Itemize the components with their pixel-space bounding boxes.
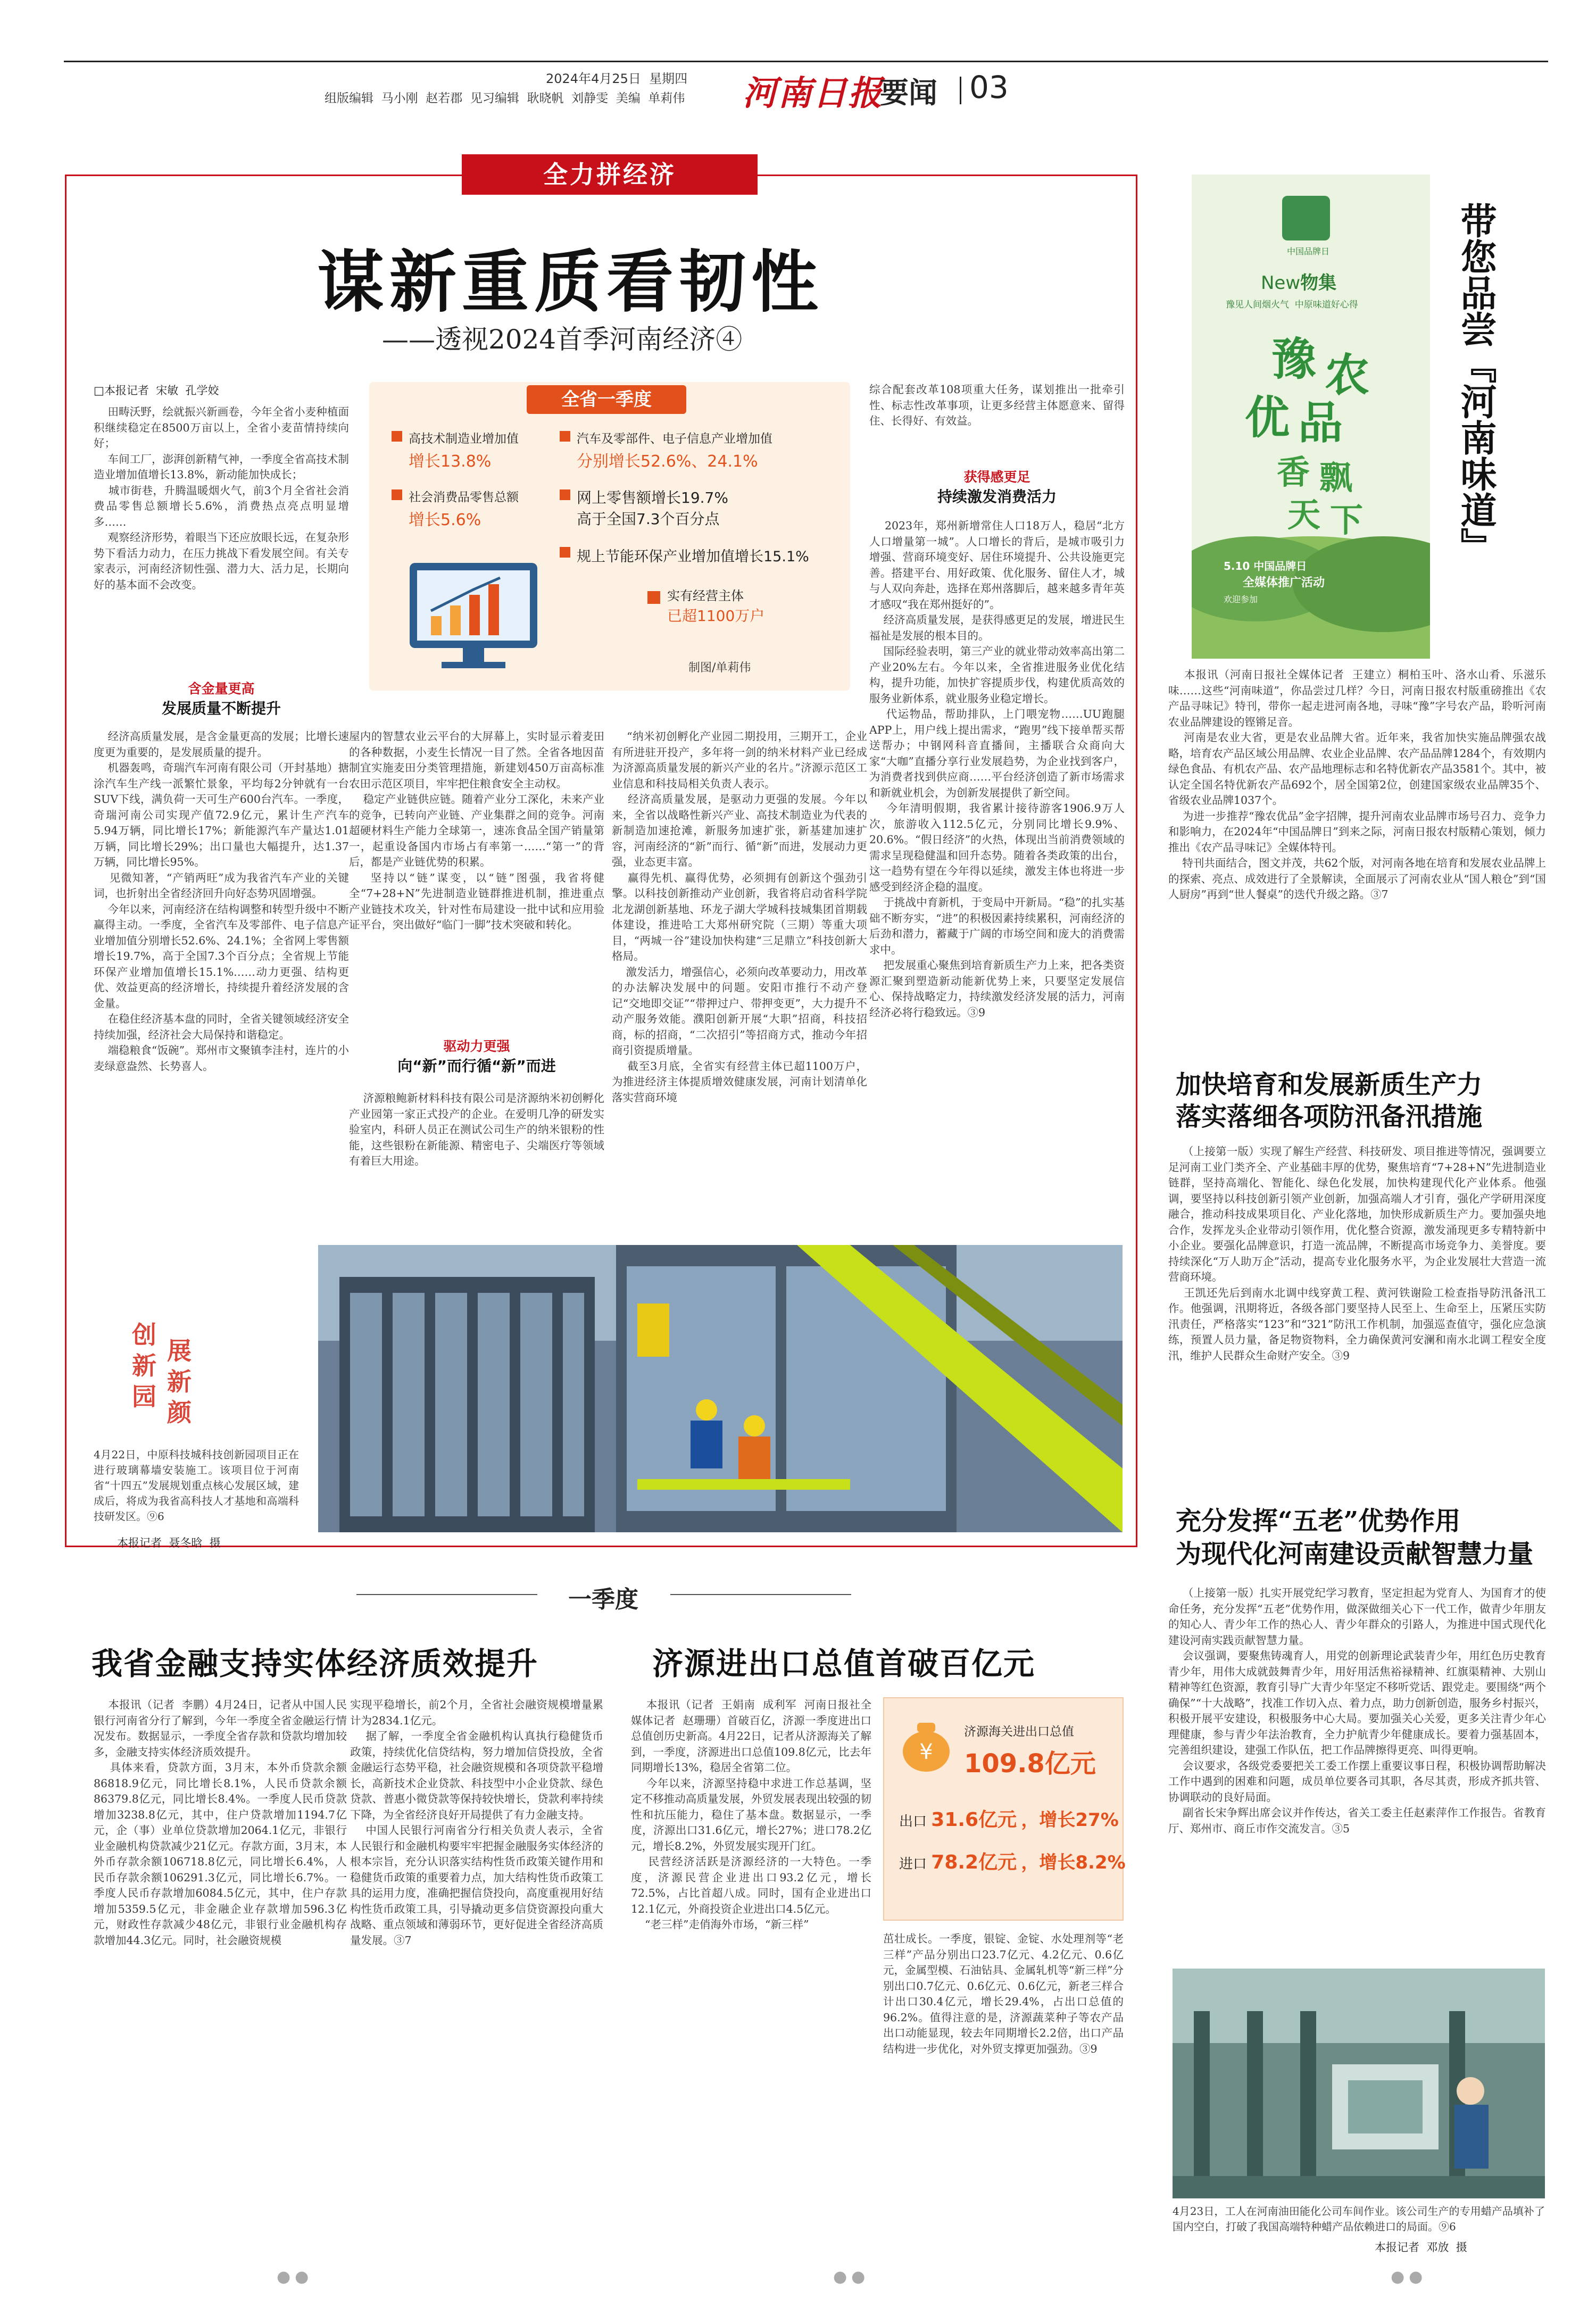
footer-dots-right: ●●	[1391, 2268, 1427, 2286]
lead-column-1b: 经济高质量发展，是含金量更高的发展；比增长速度更为重要的，是发展质量的提升。 机器轰鸣，奇瑞汽车河南有限公司（开封基地）搪涂汽车生产线一派繁忙景象，平均每2分钟就有一台SUV下线，满负荷一天可生产600台汽车。一季度，奇瑞河南公司实现产值72.9亿元，累计生产汽车5.94万辆，同比增长17%；新能源汽车产量达1.01万辆，同比增长29%；出口量也大幅提升，达1.37万辆，同比增长95%。 见微知著，“产销两旺”成为我省汽车产业的关键词，也折射出全省经济回升向好态势巩固增强。 今年以来，河南经济在结构调整和转型升级中不断赢得主动。一季度，全省汽车及零部件、电子信息产业增加值分别增长52.6%、24.1%；全省网上零售额增长19.7%，高于全国7.3个百分点；全省规上节能环保产业增加值增长15.1%……动力更强、结构更优、效益更高的经济增长，持续提升着经济发展的含金量。 在稳住经济基本盘的同时，全省关键领域经济安全持续加强，经济社会大局保持和谐稳定。 端稳粮食“饭碗”。郑州市文聚镇李洼村，连片的小麦绿意盎然、长势喜人。	[94, 730, 349, 1073]
ad-event: 5.10 中国品牌日	[1224, 560, 1307, 572]
infographic	[369, 382, 850, 691]
fiveold-headline-1: 充分发挥“五老”优势作用	[1176, 1506, 1461, 1536]
info-item-2: 增长13.8%	[409, 452, 492, 471]
trade-headline: 济源进出口总值首破百亿元	[652, 1646, 1036, 1682]
info-item-3: 汽车及零部件、电子信息产业增加值	[577, 432, 772, 446]
infographic-credit: 制图/单莉伟	[688, 661, 751, 675]
info-item-4: 分别增长52.6%、24.1%	[577, 452, 758, 471]
lead-byline: □本报记者 宋敏 孔学姣	[94, 384, 219, 397]
lead-column-4b: 2023年，郑州新增常住人口18万人，稳居“北方人口增量第一城”。人口增长的背后，是城市吸引力增强、营商环境变好、居住环境提升、公共设施更完善。搭建平台、用好政策、优化服务、留住人才，城与人双向奔赴，选择在郑州落脚后，越来越多青年英才感叹“我在郑州挺好的”。 经济高质量发展，是获得感更足的发展，增进民生福祉是发展的根本目的。 国际经验表明，第三产业的就业带动效率高出第二产业20%左右。今年以来，全省推进服务业优化结构，提升功能，加快扩容提质步伐，构建优质高效的服务业新体系，就业服务业稳定增长。 代运物品，帮助排队，上门喂宠物……UU跑腿APP上，用户线上提出需求，“跑男”线下接单帮买帮送帮办；中钢网科音直播间，主播联合众商向大家“大咖”直播分享行业发展趋势，为企业找到客户，为消费者找到供应商……平台经济创造了新市场需求和新就业机会，为创新发展提供了新空间。 今年清明假期，我省累计接待游客1906.9万人次，旅游收入112.5亿元，分别同比增长9.9%、20.6%。“假日经济”的火热，体现出当前消费领域的需求呈现稳健温和回升态势。随着各类政策的出台，这一趋势有望在今年得以延续，激发主体也将进一步感受到经济企稳的温度。 于挑战中育新机，于变局中开新局。“稳”的扎实基础不断夯实，“进”的积极因素持续累积，河南经济的后劲和潜力，蓄藏于广阔的市场空间和庞大的消费需求中。 把发展重心聚焦到培育新质生产力上来，把各类资源汇聚到塑造新动能新优势上来，只要坚定发展信心、保持战略定力，持续激发经济发展的活力，河南经济必将行稳致远。③9	[869, 519, 1125, 1019]
quarter-rule-right	[670, 1594, 851, 1595]
subhead-3-red: 获得感更足	[963, 469, 1030, 485]
lead-column-2b: 济源粮鲍新材料科技有限公司是济源纳米初创孵化产业园第一家正式投产的企业。在爱明几净的研发实验室内，科研人员正在测试公司生产的纳米银粉的性能，这些银粉在新能源、精密电子、尖端医疗等领域有着巨大用途。	[349, 1092, 604, 1167]
ad-char-8: 下	[1330, 501, 1364, 539]
import-growth: ，增长8.2%	[1021, 1852, 1126, 1873]
subhead-3-black: 持续激发消费活力	[937, 488, 1057, 505]
leaf-icon	[559, 546, 571, 559]
newspaper-logo: 河南日报	[743, 73, 883, 113]
ad-char-4: 品	[1298, 397, 1343, 449]
fiveold-column: （上接第一版）扎实开展党纪学习教育，坚定担起为党育人、为国育才的使命任务，充分发挥“五老”优势作用，做深做细关心下一代工作，做青少年朋友的知心人、青少年工作的热心人、青少年群众的引路人，为推进中国式现代化建设河南实践贡献智慧力量。 会议强调，要聚焦铸魂育人，用党的创新理论武装青少年，用红色历史教育青少年，用伟大成就鼓舞青少年，用好用活焦裕禄精神、红旗渠精神、大别山精神等红色资源，教育引导广大青少年坚定不移听党话、跟党走。要围绕“两个确保”“十大战略”，找准工作切入点、着力点，助力创新创造，服务乡村振兴，积极开展平安建设，积极服务中心大局。要加强关心关爱，更多关注青少年心理健康，参与青少年法治教育，全力护航青少年健康成长。要着力强基固本，完善组织建设，建强工作队伍，把工作品牌擦得更亮、叫得更响。 会议要求，各级党委要把关工委工作摆上重要议事日程，积极协调帮助解决工作中遇到的困难和问题，成员单位要各司其职，各尽其责，形成齐抓共管、协调联动的良好局面。 副省长宋争辉出席会议并作传达，省关工委主任赵素萍作工作报告。省教育厅、郑州市、商丘市作交流发言。③5	[1168, 1587, 1546, 1835]
import-label: 进口	[899, 1856, 927, 1872]
top-rule	[64, 61, 1548, 62]
ad-side-title: 带您品尝『河南味道』	[1454, 202, 1497, 564]
lead-subhead-2	[349, 1037, 604, 1077]
lead-subhead-1	[94, 680, 349, 719]
monitor-illustration	[399, 552, 559, 680]
cart-icon	[390, 488, 403, 501]
quarter-rule-left	[356, 1594, 537, 1595]
ad-poster	[1192, 175, 1430, 659]
finance-column-2: 实现平稳增长，前2个月，全省社会融资规模增量累计为2834.1亿元。 据了解，一季度全省金融机构认真执行稳健货币政策，持续优化信贷结构，努力增加信贷投放，全省金融运行态势平稳，社会融资规模和各项贷款平稳增长，高新技术企业贷款、科技型中小企业贷款、绿色贷款、普惠小微贷款等保持较快增长，贷款利率持续下降，为全省经济良好开局提供了有力金融支持。 中国人民银行河南省分行相关负责人表示，全省人民银行和金融机构要牢牢把握金融服务实体经济的根本宗旨，充分认识落实结构性货币政策关键作用和稳健货币政策的重要着力点，加大结构性货币政策工具的运用力度，准确把握信贷投向，高度重视用好结构性货币政策工具，引导撬动更多信贷资源投向重大战略、重点领域和薄弱环节，更好促进全省经济高质量发展。③7	[350, 1698, 603, 1947]
construction-photo	[318, 1245, 1123, 1532]
ad-char-3: 优	[1245, 392, 1290, 444]
import-value: 78.2亿元	[931, 1852, 1017, 1873]
subhead-2-red: 驱动力更强	[443, 1039, 510, 1054]
ad-char-2: 农	[1325, 349, 1370, 401]
newquality-column: （上接第一版）实现了解生产经营、科技研发、项目推进等情况，强调要立足河南工业门类齐全、产业基础丰厚的优势，聚焦培育“7+28+N”先进制造业链群，坚持高端化、智能化、绿色化发展，加快构建现代化产业体系。他强调，要坚持以科技创新引领产业创新，加强高端人才引育，强化产学研用深度融合，推动科技成果项目化、产业化落地，加快形成新质生产力。要加强央地合作，发挥龙头企业带动引领作用，优化整合资源，激发涌现更多专精特新中小企业。要强化品牌意识，打造一流品牌，不断提高市场竞争力、美誉度。要持续深化“万人助万企”活动，提高专业化服务水平，为企业发展壮大营造一流营商环境。 王凯还先后到南水北调中线穿黄工程、黄河铁谢险工检查指导防汛备汛工作。他强调，汛期将近，各级各部门要坚持人民至上、生命至上，压紧压实防汛责任，严格落实“123”和“321”防汛工作机制，加强巡查值守，强化应急演练，预置人员力量，备足物资物料，全力确保黄河安澜和南水北调工程安全度汛，维护人民群众生命财产安全。③9	[1168, 1145, 1546, 1362]
car-icon	[559, 430, 571, 443]
label-char-3: 园	[132, 1382, 156, 1411]
footer-dots-mid: ●●	[833, 2268, 870, 2286]
lead-column-1: 田畴沃野，绘就振兴新画卷，今年全省小麦种植面积继续稳定在8500万亩以上，全省小麦苗情持续向好； 车间工厂，澎湃创新精气神，一季度全省高技术制造业增加值增长13.8%，新动能加快成长； 城市街巷，升腾温暖烟火气，前3个月全省社会消费品零售总额增长5.6%，消费热点亮点明显增多…… 观察经济形势，着眼当下还应放眼长远，在复杂形势下看活力动力，在压力挑战下看发展空间。有关专家表示，河南经济韧性强、潜力大、活力足，长期向好的基本面不会改变。	[94, 405, 349, 591]
info-item-6: 增长5.6%	[409, 511, 481, 529]
label-char-2: 新	[132, 1351, 156, 1380]
money-bag-icon	[897, 1715, 955, 1774]
page-number: 03	[969, 69, 1009, 105]
info-item-10: 实有经营主体	[667, 588, 744, 603]
footer-dots-left: ●●	[277, 2268, 313, 2286]
lead-column-2: 屋内的智慧农业云平台的大屏幕上，实时显示着麦田的各种数据，小麦生长情况一目了然。全省各地因苗制宜实施麦田分类管理措施，新建划450万亩高标准农田示范区项目，牢牢把住粮食安全主动权。 稳定产业链供应链。随着产业分工深化，未来产业的竞争，已转向产业链、产业集群之间的竞争。河南超硬材料生产能力全球第一，速冻食品全国产销量第一，起重设备国内市场占有率第一……“第一”的背后，都是产业链优势的积累。 坚持以“链”谋变，以“链”图强，我省将健全“7+28+N”先进制造业链群推进机制，推进重点产业链技术攻关，针对性布局建设一批中试和应用验证平台，突出做好“临门一脚”技术突破和转化。	[349, 730, 604, 931]
trade-infobox	[883, 1697, 1124, 1921]
label-char-6: 颜	[167, 1398, 192, 1427]
ad-char-5: 香	[1277, 453, 1310, 492]
ad-char-1: 豫	[1271, 333, 1317, 385]
trade-column-2: 茁壮成长。一季度，银锭、金锭、水处理剂等“老三样”产品分别出口23.7亿元、4.2亿元、0.6亿元，金属型模、石油钻具、金属轧机等“新三样”分别出口0.7亿元、0.6亿元、0.6亿元，新老三样合计出口30.4亿元，增长29.4%，占出口总值的96.2%。值得注意的是，济源蔬菜种子等农产品出口动能显现，较去年同期增长2.2倍，出口产品结构进一步优化，对外贸支撑更加强劲。③9	[883, 1932, 1124, 2055]
lead-subhead-3	[869, 468, 1125, 508]
label-char-4: 展	[167, 1336, 192, 1365]
shop-icon	[646, 590, 662, 605]
newquality-headline-2: 落实落细各项防汛备汛措施	[1176, 1102, 1483, 1132]
ad-char-7: 天	[1287, 495, 1321, 534]
export-growth: ，增长27%	[1021, 1809, 1119, 1831]
ad-new	[1261, 268, 1336, 294]
finance-column-1: 本报讯（记者 李鹏）4月24日，记者从中国人民银行河南省分行了解到，今年一季度全省金融运行情况发布。数据显示，一季度全省存款和贷款均增加较多，金融支持实体经济质效提升。 具体来看，贷款方面，3月末，本外币贷款余额86818.9亿元，同比增长8.1%，人民币贷款余额86379.8亿元，同比增长8.4%。一季度人民币贷款增加3238.8亿元，其中，住户贷款增加1194.7亿元，企（事）业单位贷款增加2064.1亿元，非银行业金融机构贷款减少21亿元。存款方面，3月末，本外币存款余额106718.8亿元，同比增长6.4%，人民币存款余额106291.3亿元，同比增长6.7%。一季度人民币存款增加6084.5亿元，其中，住户存款增加5359.5亿元，非金融企业存款增加596.3亿元，财政性存款减少48亿元，非银行业金融机构存款增加44.3亿元。同时，社会融资规模	[94, 1698, 347, 1947]
ad-tagline: 豫见人间烟火气 中原味道好心得	[1226, 300, 1358, 310]
photo-1-credit: 本报记者 聂冬晗 摄	[117, 1537, 221, 1549]
section-name: 要闻	[880, 76, 937, 110]
info-item-9: 规上节能环保产业增加值增长15.1%	[577, 549, 809, 565]
ad-event-3: 欢迎参加	[1224, 594, 1258, 604]
photo-2-caption: 4月23日，工人在河南油田能化公司车间作业。该公司生产的专用蜡产品填补了国内空白，打破了我国高端特种蜡产品依赖进口的局面。⑨6	[1173, 2205, 1545, 2233]
ad-event-2: 全媒体推广活动	[1243, 576, 1325, 590]
info-item-5: 社会消费品零售总额	[409, 491, 519, 504]
section-divider	[960, 77, 961, 104]
import-row	[899, 1847, 1126, 1874]
infographic-title: 全省一季度	[527, 385, 686, 414]
taste-column: 本报讯（河南日报社全媒体记者 王建立）桐柏玉叶、洛水山肴、乐滋乐味……这些“河南味道”，你品尝过几样？今日，河南日报农村版重磅推出《农产品寻味记》特刊，带你一起走进河南各地，寻味“豫”字号农产品，聆听河南农业品牌建设的铿锵足音。 河南是农业大省，更是农业品牌大省。近年来，我省加快实施品牌强农战略，培育农产品区域公用品牌、农业企业品牌、农产品品牌1284个，有效期内绿色食品、有机农产品、农产品地理标志和名特优新农产品3581个。其中，被认定全国名特优新农产品692个，居全国第2位，创建国家级农业品牌35个、省级农业品牌1037个。 为进一步推荐“豫农优品”金字招牌，提升河南农业品牌市场号召力、竞争力和影响力，在2024年“中国品牌日”到来之际，河南日报农村版精心策划，倾力推出《农产品寻味记》全媒体特刊。 特刊共面结合，图文并茂，共62个版，对河南各地在培育和发展农业品牌上的探索、亮点、成效进行了全景解读，全面展示了河南农业从“国人粮仓”到“国人厨房”再到“世人餐桌”的迭代升级之路。③7	[1168, 668, 1546, 901]
subhead-2-black: 向“新”而行循“新”而进	[397, 1057, 556, 1075]
ad-slogan	[1224, 323, 1399, 547]
lead-column-4: 综合配套改革108项重大任务，谋划推出一批牵引性、标志性改革事项，让更多经营主体愿意来、留得住、长得好、有效益。	[869, 383, 1125, 427]
fiveold-headline-2: 为现代化河南建设贡献智慧力量	[1176, 1539, 1534, 1569]
export-value: 31.6亿元	[931, 1809, 1017, 1831]
lead-subtitle: ——透视2024首季河南经济④	[382, 324, 743, 355]
label-char-5: 新	[167, 1367, 192, 1396]
ad-char-6: 飘	[1319, 458, 1353, 497]
lead-column-3: “纳米初创孵化产业园二期投用，三期开工，企业有所进驻开投产，多年将一剑的纳米材料产业已经成为济源高质量发展的新兴产业的名片。”济源示范区工业信息和科技局相关负责人表示。 经济高质量发展，是驱动力更强的发展。今年以来，全省以战略性新兴产业、高技术制造业为代表的新制造加速抢滩，新服务加速扩张，新基建加速扩容，河南经济的“新”而行、循“新”而进，发展动力更强，业态更丰富。 赢得先机、赢得优势，必须拥有创新这个强劲引擎。以科技创新推动产业创新，我省将启动省科学院北龙湖创新基地、环龙子湖大学城科技城集团首期载体建设，推进哈工大郑州研究院（三期）等重大项目，“两城一谷”建设加快构建“三足鼎立”科技创新大格局。 激发活力，增强信心，必须向改革要动力，用改革的办法解决发展中的问题。安阳市推行不动产登记“交地即交证”“带押过户、带押变更”，大力提升不动产服务效能。濮阳创新开展“大职”招商，科技招商，标的招商，“二次招引”等招商方式，推动今年招商引资提质增量。 截至3月底，全省实有经营主体已超1100万户，为推进经济主体提质增效健康发展，河南计划清单化落实营商环境	[612, 730, 868, 1104]
factory-photo	[1173, 1969, 1545, 2198]
info-item-7: 网上零售额增长19.7%	[577, 489, 728, 507]
label-char-1: 创	[132, 1321, 156, 1349]
trade-column-1: 本报讯（记者 王娟南 成利军 河南日报社全媒体记者 赵珊珊）首破百亿，济源一季度进出口总值创历史新高。4月22日，记者从济源海关了解到，一季度，济源进出口总值109.8亿元，比去年同期增长13%，稳居全省第二位。 今年以来，济源坚持稳中求进工作总基调，坚定不移推动高质量发展，外贸发展表现出较强的韧性和抗压能力，稳住了基本盘。数据显示，一季度，济源出口31.6亿元，增长27%；进口78.2亿元，增长8.2%，外贸发展实现开门红。 民营经济活跃是济源经济的一大特色。一季度，济源民营企业进出口93.2亿元，增长72.5%，占比首超八成。同时，国有企业进出口12.1亿元，外商投资企业进出口4.5亿元。 “老三样”走俏海外市场，“新三样”	[631, 1698, 872, 1931]
photo-2-credit: 本报记者 邓放 摄	[1375, 2241, 1467, 2254]
info-item-1: 高技术制造业增加值	[409, 432, 519, 446]
editors-line: 组版编辑 马小刚 赵若郡 见习编辑 耿晓帆 刘静雯 美编 单莉伟	[325, 92, 685, 105]
trade-box-title: 济源海关进出口总值	[964, 1725, 1074, 1739]
trade-box-total: 109.8亿元	[964, 1749, 1096, 1779]
info-item-11: 已超1100万户	[667, 607, 765, 625]
ad-brand: 中国品牌日	[1286, 246, 1329, 256]
photo-1-caption: 4月22日，中原科技城科技创新园项目正在进行玻璃幕墙安装施工。该项目位于河南省“十四五”发展规划重点核心发展区域，建成后，将成为我省高科技人才基地和高端科技研发区。⑨6	[94, 1448, 299, 1523]
quarter-label: 一季度	[568, 1586, 638, 1613]
finance-headline: 我省金融支持实体经济质效提升	[92, 1646, 539, 1682]
lead-headline: 谋新重质看韧性	[317, 243, 824, 321]
web-icon	[559, 488, 571, 501]
chart-bar-icon	[390, 430, 403, 443]
newquality-headline-1: 加快培育和发展新质生产力	[1176, 1070, 1483, 1100]
subhead-1-black: 发展质量不断提升	[161, 700, 281, 717]
issue-date: 2024年4月25日 星期四	[546, 71, 688, 86]
ad-collect-text: 物集	[1300, 272, 1337, 294]
banner-tag: 全力拼经济	[462, 154, 758, 195]
subhead-1-red: 含金量更高	[188, 681, 255, 696]
export-row	[899, 1805, 1119, 1832]
ad-new-text: New	[1261, 272, 1301, 294]
svg-text:¥: ¥	[919, 1740, 933, 1764]
export-label: 出口	[899, 1814, 927, 1830]
info-item-8: 高于全国7.3个百分点	[577, 510, 720, 528]
photo-1-label	[122, 1319, 207, 1426]
